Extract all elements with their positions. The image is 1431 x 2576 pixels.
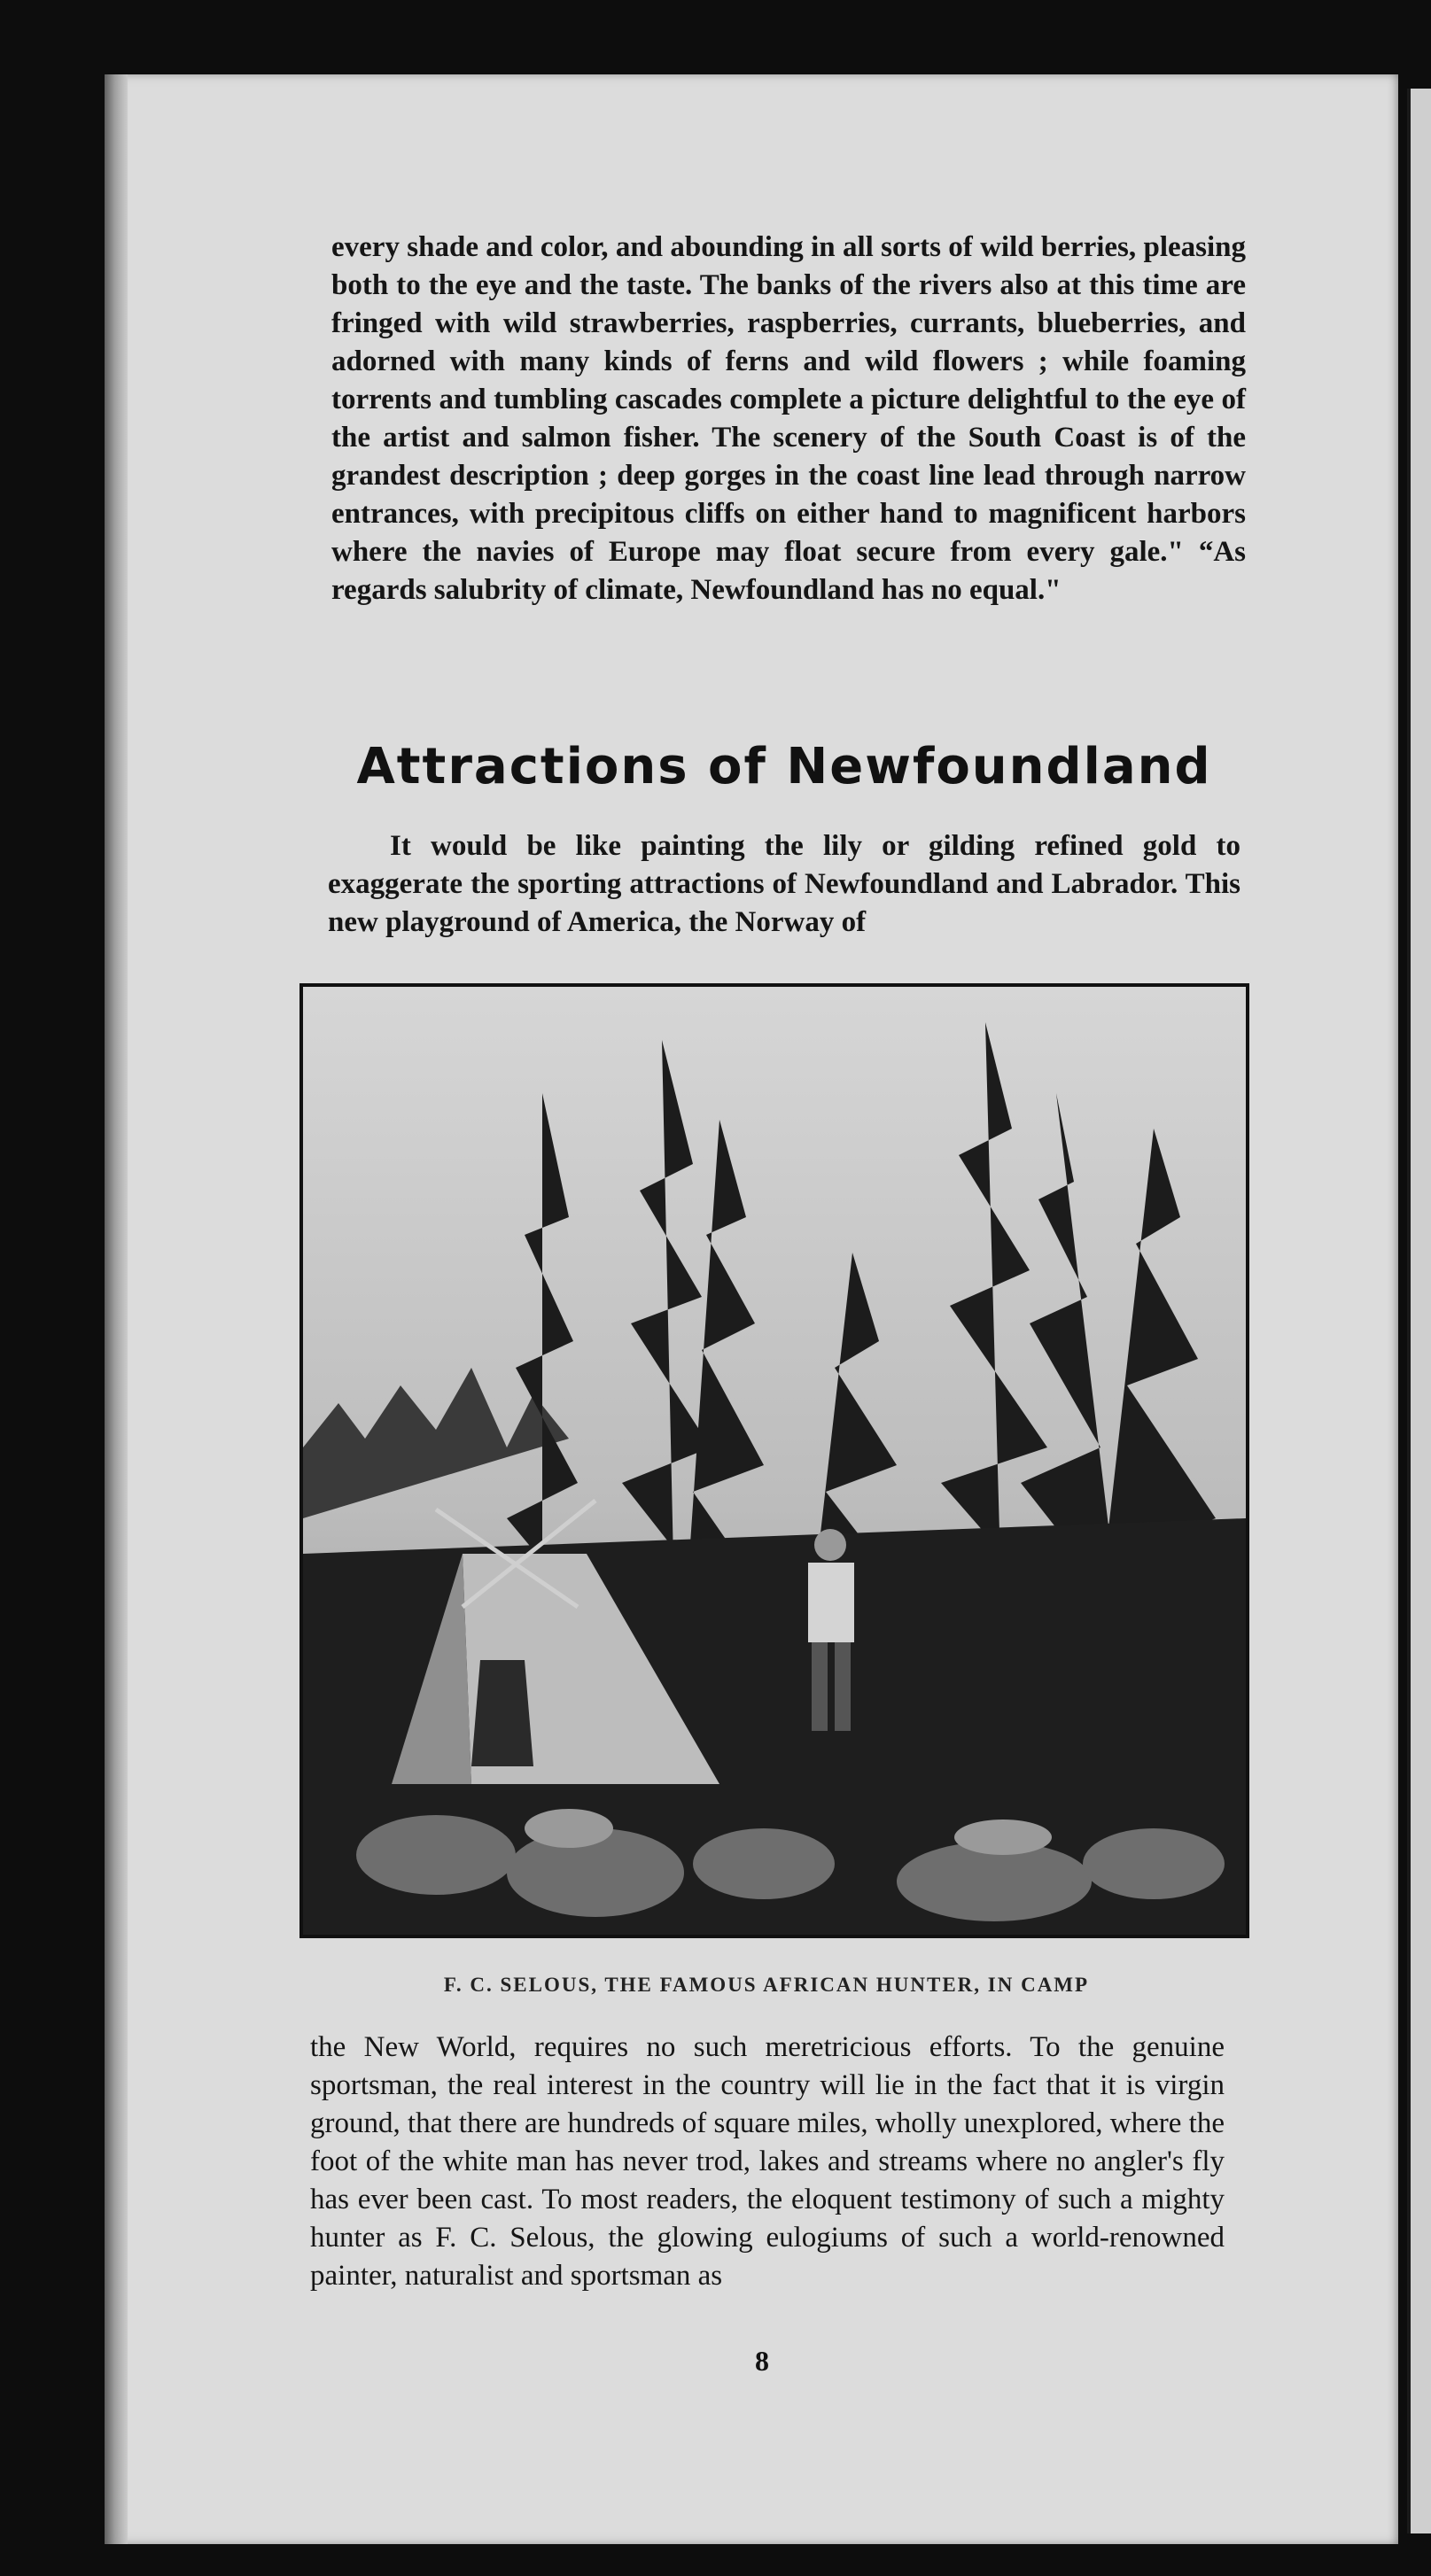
section-heading: Attractions of Newfoundland xyxy=(356,738,1212,795)
paragraph-bottom: the New World, requires no such meretricious efforts. To the genuine sportsman, the real interest in the country will lie in the fact that it is virgin ground, that there are hundreds of square miles, wholly unexplored, where the foot of the white man has never trod, lakes and streams where no angler's fly has ever been cast. To most readers, the eloquent testimony of such a mighty hunter as F. C. Selous, the glowing eulogiums of such a world-renowned painter, naturalist and sportsman as xyxy=(310,2031,1225,2292)
camp-photograph xyxy=(299,983,1249,1938)
paragraph-top: every shade and color, and abounding in all sorts of wild berries, pleasing both to the eye and the taste. The banks of the rivers also at this time are fringed with wild strawberries, raspberries, currants, blueberries, and adorned with many kinds of ferns and wild flowers ; while foaming torrents and tumbling cascades complete a picture delightful to the eye of the artist and salmon fisher. The scenery of the South Coast is of the grandest description ; deep gorges in the coast line lead through narrow entrances, with precipitous cliffs on either hand to magnificent harbors where the navies of Europe may float secure from every gale." “As regards salubrity of climate, Newfoundland has no equal." xyxy=(331,231,1246,606)
photo-caption: F. C. SELOUS, THE FAMOUS AFRICAN HUNTER, IN CAMP xyxy=(443,1974,1090,1996)
camp-scene-image xyxy=(303,987,1246,1935)
adjacent-page-edge xyxy=(1407,89,1431,2533)
page-gutter-shadow xyxy=(105,74,128,2544)
paragraph-intro: It would be like painting the lily or gilding refined gold to exaggerate the sporting attractions of Newfoundland and Labrador. This new playground of America, the Norway of xyxy=(328,830,1240,938)
page-number: 8 xyxy=(755,2345,769,2377)
